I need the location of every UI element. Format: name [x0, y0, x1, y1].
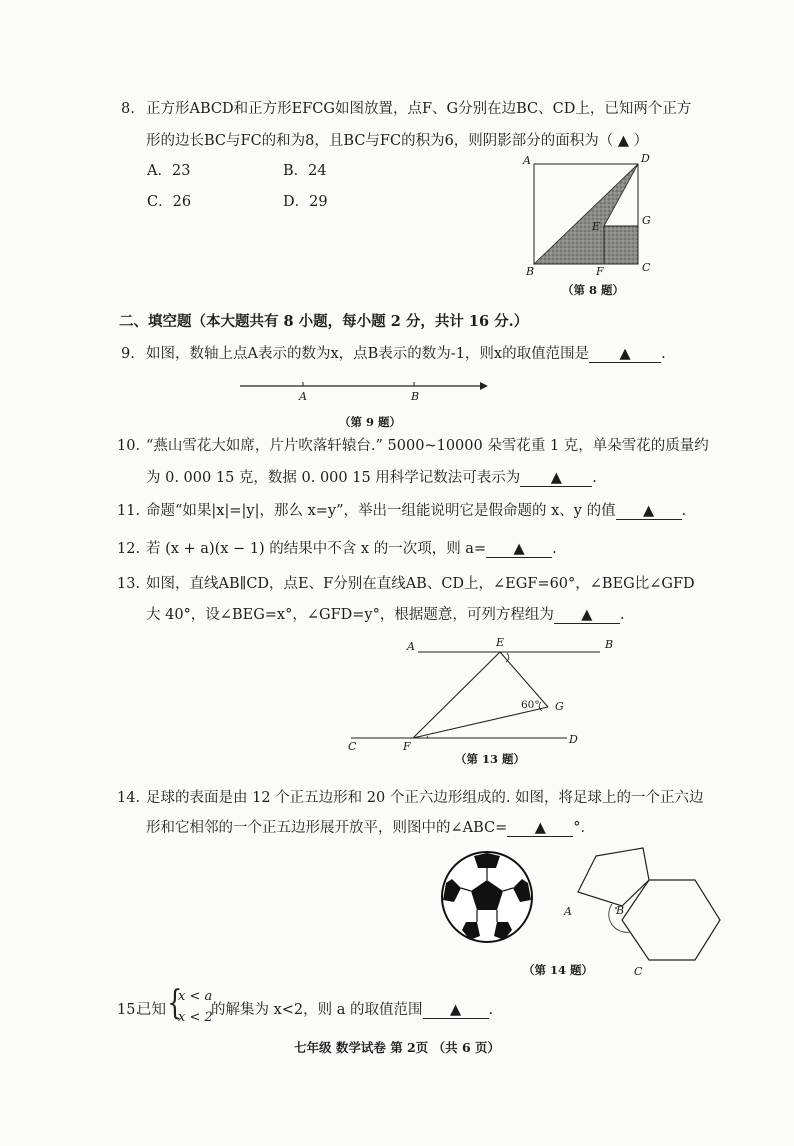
q14-label-a: A [564, 905, 572, 918]
q13-label-f: F [403, 740, 411, 753]
q14-answer-blank: ▲ [507, 820, 573, 837]
q13-label-g: G [555, 700, 564, 713]
q15-brace: { [167, 983, 183, 1023]
q8-caption: （第 8 题） [561, 283, 624, 297]
q15-lead: 已知 [137, 1002, 166, 1018]
q13-caption: （第 13 题） [454, 752, 525, 766]
q12-text-after: . [552, 541, 557, 557]
q9-text-after: . [661, 346, 666, 362]
q9-answer-blank: ▲ [589, 346, 661, 363]
q8-label-a: A [523, 154, 531, 167]
q8-label-e: E [592, 220, 601, 233]
q9-number-line [240, 376, 490, 406]
q14-caption: （第 14 题） [522, 963, 593, 977]
q8-number: 8. [121, 101, 135, 117]
q13-label-c: C [348, 740, 357, 753]
q8-choice-b: B．24 [283, 163, 327, 179]
q13-line1: 如图，直线AB∥CD，点E、F分别在直线AB、CD上，∠EGF=60°，∠BEG比∠GFD [146, 576, 695, 592]
q12-text [146, 539, 557, 559]
q14-text-before: 形和它相邻的一个正五边形展开放平，则图中的∠ABC= [146, 820, 508, 836]
q13-label-b: B [605, 638, 614, 651]
q14-net-figure [560, 838, 730, 978]
q14-line2 [146, 818, 595, 838]
q8-choice-d: D．29 [283, 194, 328, 210]
q9-text-before: 如图，数轴上点A表示的数为x，点B表示的数为-1，则x的取值范围是 [146, 346, 590, 362]
q10-line2 [146, 468, 597, 488]
q13-figure [345, 634, 614, 754]
q10-text-after: . [592, 470, 597, 486]
q13-label-e: E [496, 636, 505, 649]
q13-text-after: . [619, 607, 625, 623]
q13-angle-label: 60° [521, 699, 540, 711]
q10-line1: “燕山雪花大如席，片片吹落轩辕台.” 5000~10000 朵雪花重 1 克，单朵雪花的质量约 [146, 438, 709, 454]
q8-label-c: C [642, 261, 651, 274]
q11-text-before: 命题“如果|x|=|y|，那么 x=y”，举出一组能说明它是假命题的 x、y 的值 [146, 503, 616, 519]
q13-number: 13. [117, 576, 141, 592]
q14-number: 14. [117, 790, 141, 806]
q8-line1: 正方形ABCD和正方形EFCG如图放置，点F、G分别在边BC、CD上，已知两个正方 [146, 101, 692, 117]
q14-label-b: B [616, 904, 625, 917]
q10-text-before: 为 0. 000 15 克，数据 0. 000 15 用科学记数法可表示为 [146, 470, 521, 486]
q13-answer-blank: ▲ [554, 607, 620, 624]
q8-figure [520, 150, 670, 280]
q13-text-before: 大 40°，设∠BEG=x°，∠GFD=y°，根据题意，可列方程组为 [146, 607, 554, 623]
q9-number: 9. [121, 346, 135, 362]
q8-label-d: D [641, 152, 650, 165]
q9-label-b: B [411, 390, 420, 403]
q8-label-f: F [596, 265, 604, 278]
q12-text-before: 若 (x + a)(x − 1) 的结果中不含 x 的一次项，则 a= [146, 541, 487, 557]
q13-line2 [146, 605, 624, 625]
soccer-ball-figure [440, 850, 535, 945]
q12-number: 12. [117, 541, 141, 557]
q14-pentagon [578, 848, 649, 906]
q12-answer-blank: ▲ [486, 541, 552, 558]
q14-label-c: C [634, 965, 643, 978]
q15-text-after: . [488, 1002, 494, 1018]
q14-text-after: °． [573, 820, 596, 836]
q11-text-after: . [681, 503, 687, 519]
q15-ineq1: x < a [178, 989, 213, 1004]
section2-title: 二、填空题（本大题共有 8 小题，每小题 2 分，共计 16 分.） [119, 313, 529, 330]
q8-choice-a: A．23 [147, 163, 191, 179]
q11-text [146, 501, 686, 521]
q15-text [211, 1000, 493, 1020]
q13-label-d: D [569, 733, 578, 746]
q10-number: 10. [117, 438, 141, 454]
q8-choice-c: C．26 [147, 194, 192, 210]
q9-text [146, 344, 666, 364]
q13-label-a: A [407, 640, 415, 653]
q8-label-g: G [642, 214, 651, 227]
q15-text-before: 的解集为 x<2，则 a 的取值范围 [211, 1002, 423, 1018]
q8-shaded-region [534, 164, 638, 264]
q11-number: 11. [117, 503, 141, 519]
page-footer: 七年级 数学试卷 第 2页 （共 6 页） [293, 1040, 500, 1055]
q8-line2: 形的边长BC与FC的和为8，且BC与FC的积为6，则阴影部分的面积为（ ▲ ） [146, 133, 649, 149]
q9-caption: （第 9 题） [338, 415, 401, 429]
q10-answer-blank: ▲ [520, 470, 592, 487]
q11-answer-blank: ▲ [616, 503, 682, 520]
q9-label-a: A [299, 390, 307, 403]
q8-label-b: B [526, 265, 535, 278]
q15-ineq2: x < 2 [178, 1010, 213, 1025]
q14-line1: 足球的表面是由 12 个正五边形和 20 个正六边形组成的. 如图，将足球上的一个正六边 [146, 790, 704, 806]
q15-answer-blank: ▲ [423, 1002, 489, 1019]
q15-number: 15. [117, 1002, 141, 1018]
